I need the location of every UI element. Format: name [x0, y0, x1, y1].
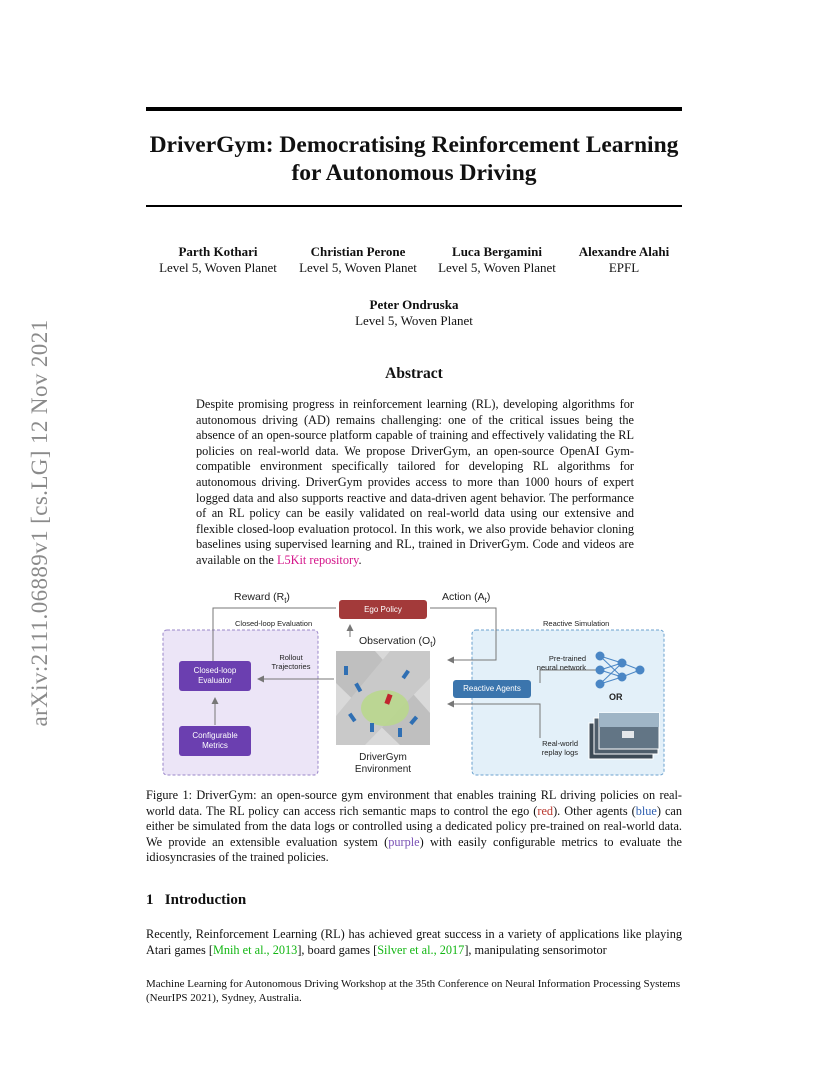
figure-1: [160, 588, 670, 783]
author-3: [424, 244, 570, 276]
ego-policy-label: Ego Policy: [364, 604, 402, 614]
arxiv-sidebar: [22, 286, 58, 760]
title-line-2: for Autonomous Driving: [291, 160, 537, 186]
author-4: [566, 244, 682, 276]
observation-label: Observation $(O_t)$: [359, 635, 436, 650]
title-line-1: DriverGym: Democratising Reinforcement Learning: [149, 132, 679, 158]
title-bottom-rule: [146, 205, 682, 207]
figure-caption: Figure 1: DriverGym: an open-source gym environment that enables training RL driving policies on real-world data. The RL policy can access rich semantic maps to control the ego (red). Other agents (blue) can either be simulated from the data logs or controlled using a dedicated policy pre-trained on real-world data. We provide an extensible evaluation system (purple) with easily configurable metrics to evaluate the idiosyncrasies of the trained policies.: [146, 788, 683, 865]
title-top-rule: [146, 107, 682, 111]
configurable-metrics-box: [179, 726, 251, 756]
drivergym-environment-label: DriverGym Environment: [354, 752, 412, 775]
caption-blue: blue: [635, 803, 657, 818]
action-label: Action $(A_t)$: [442, 591, 491, 606]
caption-red: red: [537, 803, 554, 818]
paper-title: [120, 131, 708, 187]
reactive-agents-box: [453, 680, 531, 698]
workshop-footnote: Machine Learning for Autonomous Driving Workshop at the 35th Conference on Neural Information Processing Systems (NeurIPS 2021), Sydney, Australia.: [146, 978, 681, 1004]
abstract-end: .: [358, 552, 362, 567]
intro-paragraph: Recently, Reinforcement Learning (RL) has achieved great success in a variety of applications like playing Atari games [Mnih et al., 2013], board games [Silver et al., 2017], manipulating sensorimotor: [146, 927, 682, 957]
author-name: Christian Perone: [310, 244, 406, 259]
replay-logs-label: Real-world replay logs: [541, 739, 578, 757]
author-1: [145, 244, 291, 276]
closed-loop-evaluator-label: Closed-loop Evaluator: [193, 666, 237, 685]
section-number: 1: [146, 892, 154, 908]
author-affiliation: Level 5, Woven Planet: [299, 260, 417, 275]
author-2: [285, 244, 431, 276]
pretrained-nn-label: Pre-trained neural network: [536, 654, 586, 672]
closed-loop-evaluation-title: Closed-loop Evaluation: [235, 619, 313, 628]
abstract-body: [196, 397, 634, 569]
author-affiliation: Level 5, Woven Planet: [438, 260, 556, 275]
author-name: Alexandre Alahi: [578, 244, 670, 259]
closed-loop-evaluator-box: [179, 661, 251, 691]
author-name: Peter Ondruska: [369, 297, 459, 312]
abstract-text: Despite promising progress in reinforcement learning (RL), developing algorithms for autonomous driving (AD) remains challenging: one of the critical issues being the absence of an open-source platform capable of training and effectively validating the RL policies on real-world data. We propose DriverGym, an open-source OpenAI Gym-compatible environment specifically tailored for developing RL algorithms for autonomous driving. DriverGym provides access to more than 1000 hours of expert logged data and also supports reactive and data-driven agent behavior. The performance of an RL policy can be easily validated on real-world data using our extensive and flexible closed-loop evaluation protocol. In this work, we also provide behavior cloning baselines using supervised learning and RL, trained in DriverGym. Code and videos are available on the: [196, 397, 634, 567]
rollout-trajectories-label: Rollout Trajectories: [271, 653, 311, 671]
replay-logs-icon: [589, 713, 659, 759]
section-title: Introduction: [164, 892, 247, 908]
author-5: [334, 297, 494, 329]
ego-policy-box: [339, 600, 427, 619]
l5kit-repository-link[interactable]: L5Kit repository: [276, 552, 359, 567]
configurable-metrics-label: Configurable Metrics: [192, 731, 238, 750]
or-label: OR: [609, 692, 623, 702]
author-affiliation: Level 5, Woven Planet: [355, 313, 473, 328]
author-affiliation: Level 5, Woven Planet: [159, 260, 277, 275]
citation-mnih[interactable]: Mnih et al., 2013: [212, 943, 298, 957]
author-affiliation: EPFL: [608, 260, 640, 275]
driving-map: [336, 651, 430, 745]
citation-silver[interactable]: Silver et al., 2017: [377, 943, 465, 957]
reactive-agents-label: Reactive Agents: [463, 684, 521, 693]
arxiv-id: arXiv:2111.06889v1 [cs.LG] 12 Nov 2021: [27, 319, 52, 727]
caption-purple: purple: [388, 834, 420, 849]
author-name: Luca Bergamini: [452, 244, 542, 259]
abstract-heading: Abstract: [385, 365, 443, 382]
author-name: Parth Kothari: [178, 244, 258, 259]
reward-label: Reward $(R_t)$: [234, 591, 290, 606]
section-heading: [146, 892, 246, 909]
reactive-simulation-title: Reactive Simulation: [543, 619, 610, 628]
